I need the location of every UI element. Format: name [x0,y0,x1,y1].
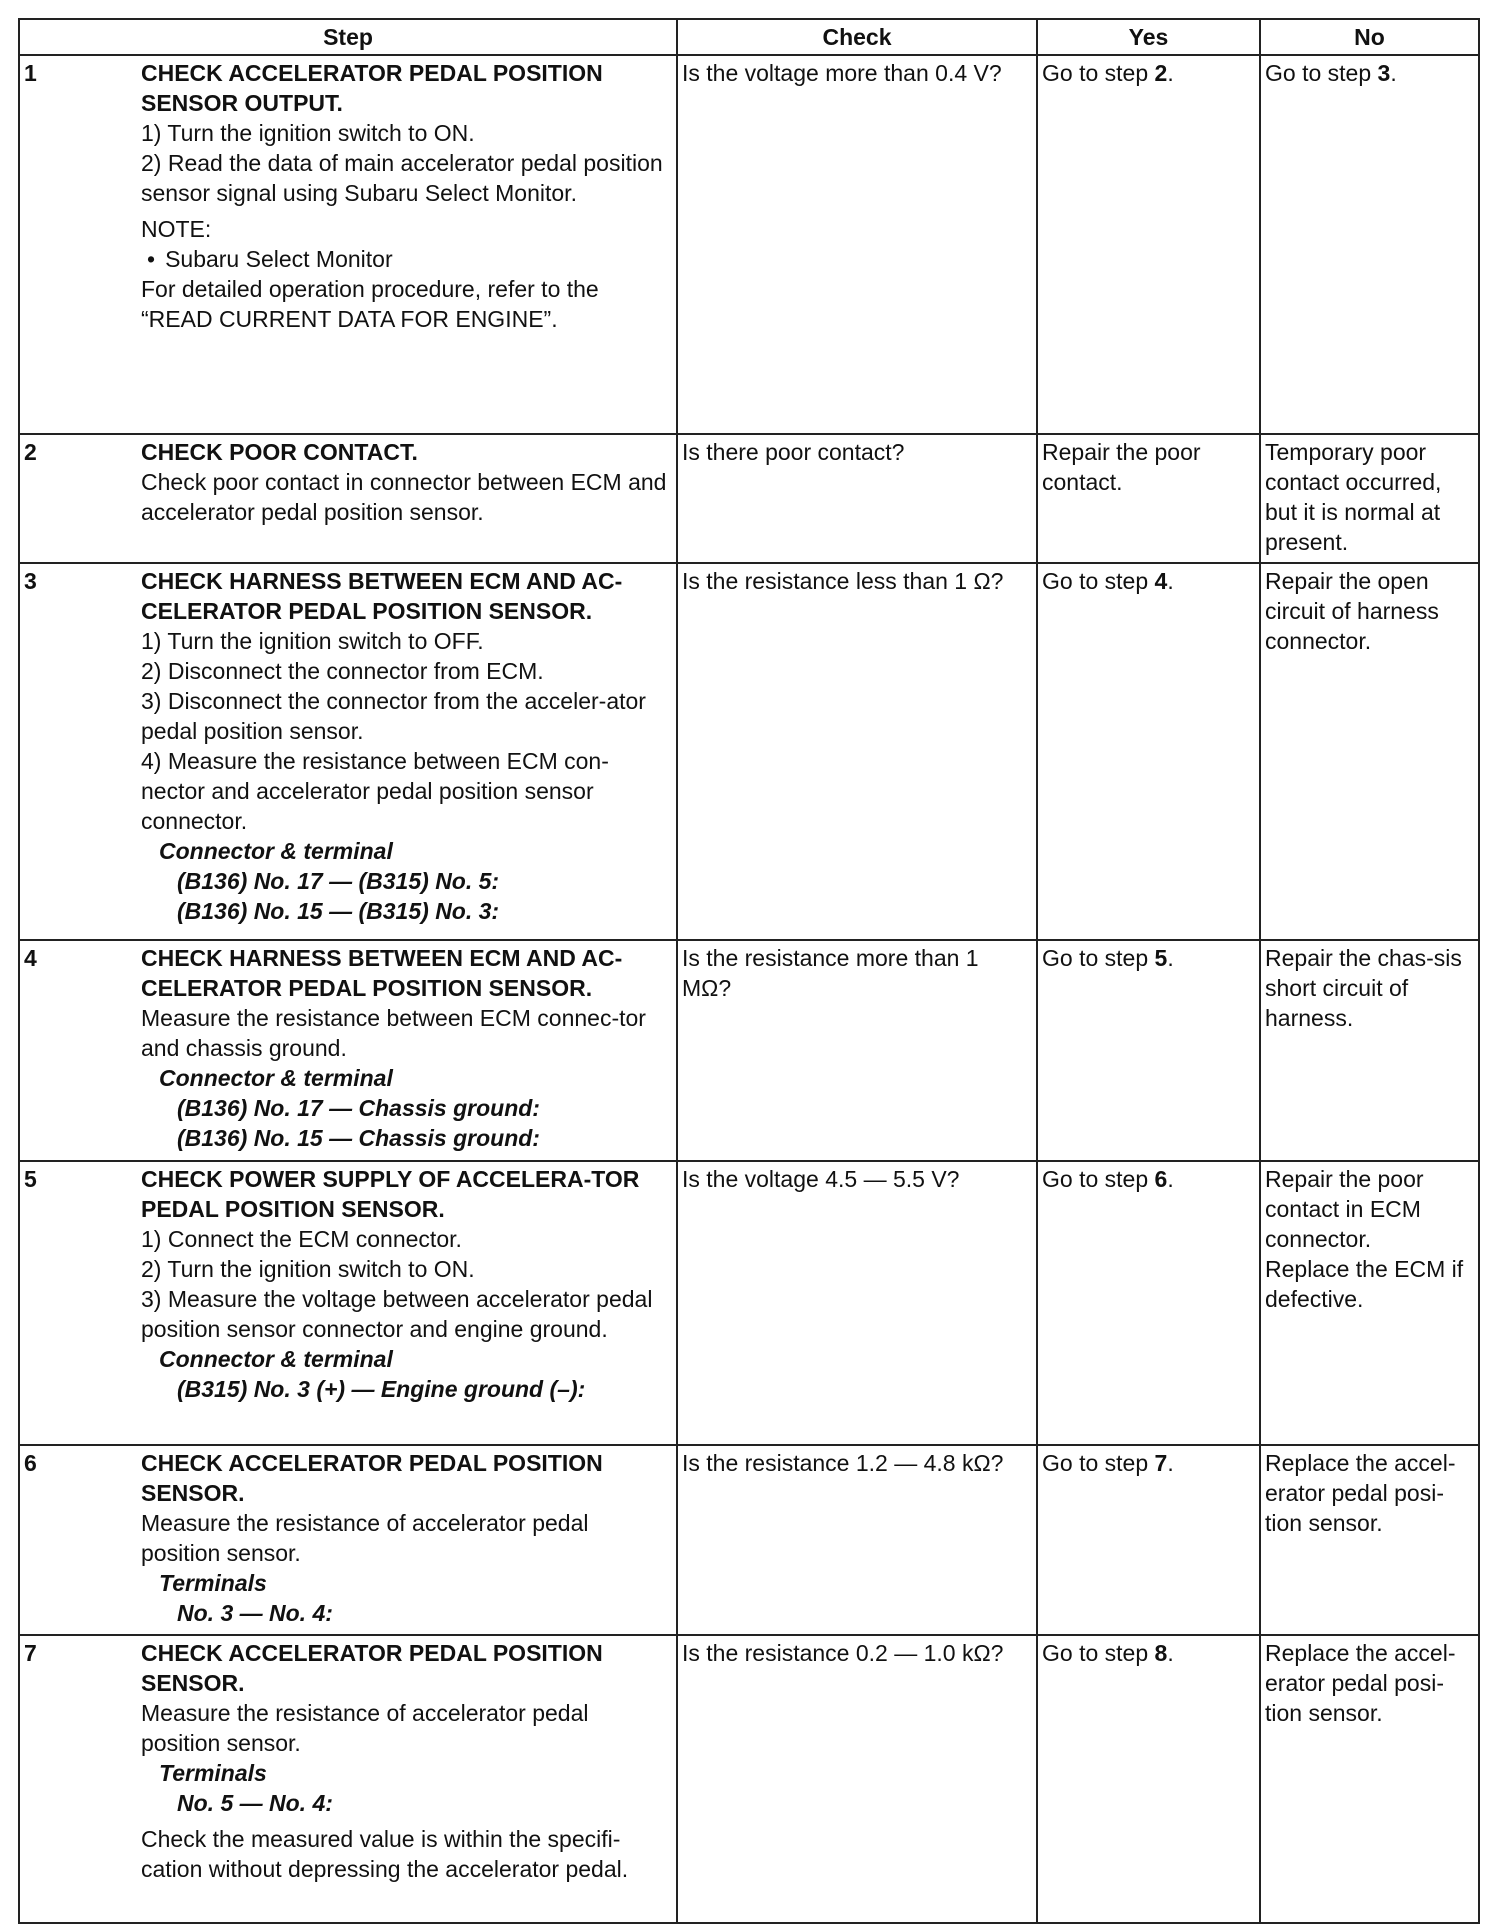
check-question: Is the resistance 0.2 — 1.0 kΩ? [677,1635,1037,1923]
no-action: Repair the open circuit of harness connector. [1260,563,1479,940]
table-row [19,1445,1479,1635]
header-step: Step [19,19,677,55]
instruction-line: 4) Measure the resistance between ECM con-nector and accelerator pedal position sensor connector. [141,748,609,834]
no-action [1260,1161,1479,1445]
step-description [137,563,677,940]
step-number: 6 [19,1445,137,1635]
note-heading: NOTE: [141,216,212,242]
instruction-line: 1) Connect the ECM connector. [141,1226,462,1252]
check-question: Is the resistance 1.2 — 4.8 kΩ? [677,1445,1037,1635]
note-bullet: • Subaru Select Monitor [141,244,670,274]
instruction-line: 2) Disconnect the connector from ECM. [141,658,544,684]
check-question: Is the resistance less than 1 Ω? [677,563,1037,940]
step-title: CHECK ACCELERATOR PEDAL POSITION SENSOR. [141,1640,603,1696]
connector-value: (B136) No. 17 — (B315) No. 5: [177,868,500,894]
instruction-line: 2) Turn the ignition switch to ON. [141,1256,475,1282]
yes-action: Go to step 8. [1037,1635,1260,1923]
connector-value: (B136) No. 17 — Chassis ground: [177,1095,540,1121]
check-question: Is there poor contact? [677,434,1037,563]
step-title: CHECK ACCELERATOR PEDAL POSITION SENSOR OUTPUT. [141,60,603,116]
check-question: Is the resistance more than 1 MΩ? [677,940,1037,1161]
terminals-heading: Terminals [159,1760,267,1786]
step-description [137,434,677,563]
table-row [19,434,1479,563]
step-description [137,1635,677,1923]
yes-action: Repair the poor contact. [1037,434,1260,563]
no-action: Temporary poor contact occurred, but it is normal at present. [1260,434,1479,563]
connector-heading: Connector & terminal [159,838,393,864]
table-header-row [19,19,1479,55]
yes-action: Go to step 2. [1037,55,1260,434]
header-no: No [1260,19,1479,55]
instruction-line: 1) Turn the ignition switch to ON. [141,120,475,146]
header-check: Check [677,19,1037,55]
header-yes: Yes [1037,19,1260,55]
instruction-text: Check the measured value is within the specifi-cation without depressing the accelerator pedal. [141,1826,629,1882]
table-row [19,55,1479,434]
step-number: 3 [19,563,137,940]
instruction-text: Measure the resistance between ECM connec-tor and chassis ground. [141,1005,646,1061]
yes-action: Go to step 6. [1037,1161,1260,1445]
check-question: Is the voltage 4.5 — 5.5 V? [677,1161,1037,1445]
yes-action: Go to step 4. [1037,563,1260,940]
check-question: Is the voltage more than 0.4 V? [677,55,1037,434]
terminals-heading: Terminals [159,1570,267,1596]
step-title: CHECK POOR CONTACT. [141,439,418,465]
instruction-text: Check poor contact in connector between ECM and accelerator pedal position sensor. [141,469,667,525]
yes-action: Go to step 5. [1037,940,1260,1161]
table-row [19,1635,1479,1923]
instruction-line: 2) Read the data of main accelerator pedal position sensor signal using Subaru Select Monitor. [141,150,663,206]
step-number: 7 [19,1635,137,1923]
connector-value: (B136) No. 15 — Chassis ground: [177,1125,540,1151]
step-description [137,1445,677,1635]
step-number: 2 [19,434,137,563]
connector-heading: Connector & terminal [159,1065,393,1091]
no-action-text: Repair the poor contact in ECM connector. [1265,1166,1424,1252]
step-title: CHECK HARNESS BETWEEN ECM AND AC-CELERATOR PEDAL POSITION SENSOR. [141,568,623,624]
step-title: CHECK HARNESS BETWEEN ECM AND AC-CELERATOR PEDAL POSITION SENSOR. [141,945,623,1001]
connector-value: (B136) No. 15 — (B315) No. 3: [177,898,500,924]
step-description [137,1161,677,1445]
terminals-value: No. 5 — No. 4: [177,1790,333,1816]
instruction-line: 3) Disconnect the connector from the acceler-ator pedal position sensor. [141,688,646,744]
step-description [137,55,677,434]
no-action-text: Replace the ECM if defective. [1265,1256,1464,1312]
terminals-value: No. 3 — No. 4: [177,1600,333,1626]
connector-value: (B315) No. 3 (+) — Engine ground (–): [177,1376,586,1402]
connector-heading: Connector & terminal [159,1346,393,1372]
table-row [19,563,1479,940]
step-number: 4 [19,940,137,1161]
step-description [137,940,677,1161]
step-title: CHECK ACCELERATOR PEDAL POSITION SENSOR. [141,1450,603,1506]
step-number: 5 [19,1161,137,1445]
no-action: Go to step 3. [1260,55,1479,434]
instruction-line: 1) Turn the ignition switch to OFF. [141,628,484,654]
diagnostic-procedure-table [18,18,1480,1924]
note-text: For detailed operation procedure, refer to the “READ CURRENT DATA FOR ENGINE”. [141,276,599,332]
no-action: Replace the accel-erator pedal posi-tion sensor. [1260,1445,1479,1635]
step-number: 1 [19,55,137,434]
instruction-text: Measure the resistance of accelerator pedal position sensor. [141,1510,589,1566]
table-row [19,1161,1479,1445]
instruction-text: Measure the resistance of accelerator pedal position sensor. [141,1700,589,1756]
no-action: Repair the chas-sis short circuit of harness. [1260,940,1479,1161]
step-title: CHECK POWER SUPPLY OF ACCELERA-TOR PEDAL POSITION SENSOR. [141,1166,640,1222]
table-row [19,940,1479,1161]
yes-action: Go to step 7. [1037,1445,1260,1635]
no-action: Replace the accel-erator pedal posi-tion sensor. [1260,1635,1479,1923]
instruction-line: 3) Measure the voltage between accelerator pedal position sensor connector and engine ground. [141,1286,653,1342]
